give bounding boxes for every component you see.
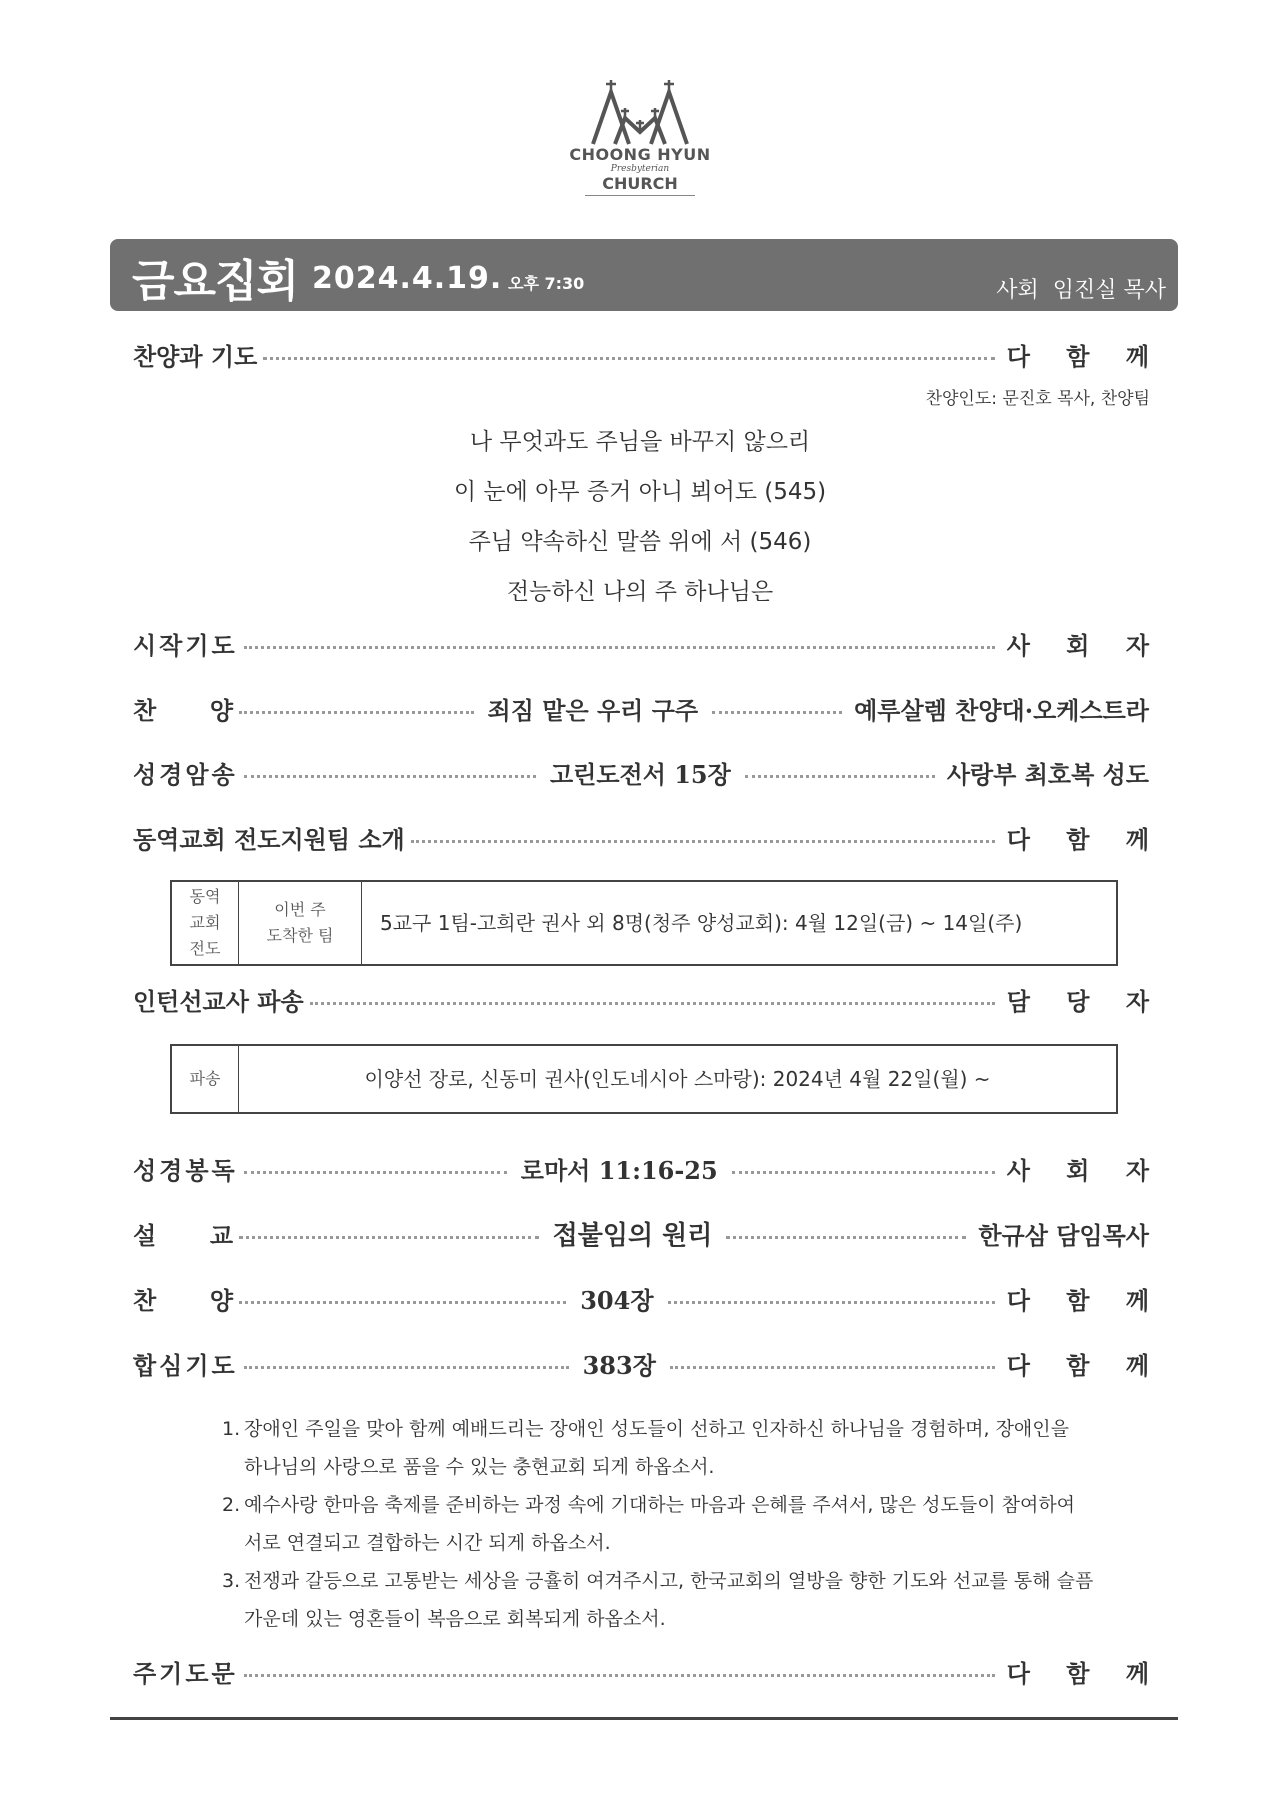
praise-song: 주님 약속하신 말씀 위에 서 (546) — [468, 529, 812, 555]
order-label: 인턴선교사 파송 — [133, 986, 304, 1016]
praise-song: 전능하신 나의 주 하나님은 — [506, 579, 774, 605]
order-right: 다 함 께 — [1006, 1658, 1163, 1688]
order-label: 주기도문 — [133, 1658, 238, 1688]
order-label: 성경봉독 — [133, 1155, 238, 1185]
service-header-banner — [110, 239, 1178, 311]
logo-underline — [585, 195, 695, 196]
dotted-leader — [726, 1236, 966, 1239]
praise-leader-note: 찬양인도: 문진호 목사, 찬양팀 — [925, 389, 1150, 409]
logo-text-middle: Presbyterian — [610, 164, 670, 174]
order-item-intern-missionary — [133, 979, 1163, 1019]
sermon-title: 접붙임의 원리 — [552, 1220, 713, 1251]
church-logo — [555, 78, 725, 206]
order-center: 383장 — [582, 1350, 656, 1380]
order-right: 다 함 께 — [1006, 1350, 1163, 1380]
dotted-leader — [244, 1171, 507, 1174]
order-item-scripture-recitation — [133, 752, 1149, 792]
prayer-topics-list — [222, 1410, 1122, 1638]
dotted-leader — [732, 1171, 995, 1174]
dotted-leader — [244, 1366, 569, 1369]
praise-song: 나 무엇과도 주님을 바꾸지 않으리 — [469, 429, 811, 455]
mission-box-sublabel: 이번 주 도착한 팀 — [239, 882, 362, 964]
order-label: 찬양과 기도 — [133, 341, 258, 371]
order-label: 찬 양 — [133, 1285, 233, 1315]
dotted-leader — [239, 1236, 539, 1239]
order-item-choir-anthem — [133, 688, 1149, 728]
order-right: 담 당 자 — [1006, 986, 1163, 1016]
dotted-leader — [411, 840, 995, 843]
order-right: 다 함 께 — [1006, 1285, 1163, 1315]
order-label: 성경암송 — [133, 759, 238, 789]
mission-box-label: 동역 교회 전도 — [172, 882, 239, 964]
praise-song: 이 눈에 아무 증거 아니 뵈어도 (545) — [453, 479, 827, 505]
service-time: 오후 7:30 — [508, 274, 585, 293]
dotted-leader — [670, 1366, 995, 1369]
order-item-unison-prayer — [133, 1343, 1163, 1383]
order-label: 합심기도 — [133, 1350, 238, 1380]
order-label: 동역교회 전도지원팀 소개 — [133, 824, 405, 854]
bottom-divider — [110, 1717, 1178, 1720]
order-item-opening-prayer — [133, 623, 1163, 663]
order-label: 설 교 — [133, 1220, 233, 1250]
order-center: 고린도전서 15장 — [549, 759, 731, 789]
service-title: 금요집회 — [132, 256, 299, 307]
order-center: 304장 — [580, 1285, 654, 1315]
order-label: 시작기도 — [133, 630, 238, 660]
order-center: 죄짐 맡은 우리 구주 — [487, 695, 699, 725]
order-item-scripture-reading — [133, 1148, 1164, 1188]
send-box-text: 이양선 장로, 신동미 권사(인도네시아 스마랑): 2024년 4월 22일(월) ~ — [364, 1067, 991, 1091]
order-item-sermon — [133, 1213, 1149, 1253]
dotted-leader — [745, 775, 935, 778]
dotted-leader — [244, 1674, 995, 1677]
dotted-leader — [239, 711, 474, 714]
send-box-label: 파송 — [172, 1046, 239, 1112]
order-right: 사 회 자 — [1006, 1155, 1164, 1185]
dotted-leader — [244, 775, 536, 778]
order-item-mission-team-intro — [133, 817, 1163, 857]
order-right: 다 함 께 — [1006, 824, 1163, 854]
dotted-leader — [310, 1002, 995, 1005]
service-date: 2024.4.19. — [312, 261, 503, 296]
dotted-leader — [712, 711, 842, 714]
church-spires-icon — [585, 78, 695, 146]
prayer-topic: 1. 장애인 주일을 맞아 함께 예배드리는 장애인 성도들이 선하고 인자하신 하나님을 경험하며, 장애인을 하나님의 사랑으로 품을 수 있는 충현교회 되게 하옵소서. — [222, 1418, 1069, 1478]
order-label: 찬 양 — [133, 695, 233, 725]
order-right: 다 함 께 — [1006, 341, 1163, 371]
order-item-hymn — [133, 1278, 1163, 1318]
order-item-lords-prayer — [133, 1651, 1163, 1691]
dotted-leader — [668, 1301, 995, 1304]
prayer-topic: 3. 전쟁과 갈등으로 고통받는 세상을 긍휼히 여겨주시고, 한국교회의 열방을 향한 기도와 선교를 통해 슬픔 가운데 있는 영혼들이 복음으로 회복되게 하옵소서. — [222, 1570, 1094, 1630]
order-center: 로마서 11:16-25 — [520, 1155, 718, 1185]
order-right: 사 회 자 — [1006, 630, 1163, 660]
dotted-leader — [239, 1301, 566, 1304]
mission-team-box — [170, 880, 1118, 966]
logo-text-bottom: CHURCH — [602, 174, 678, 193]
prayer-topic: 2. 예수사랑 한마음 축제를 준비하는 과정 속에 기대하는 마음과 은혜를 주셔서, 많은 성도들이 참여하여 서로 연결되고 결합하는 시간 되게 하옵소서. — [222, 1494, 1076, 1554]
logo-text-top: CHOONG HYUN — [569, 145, 711, 164]
order-right: 사랑부 최호복 성도 — [946, 759, 1149, 789]
order-item-praise-prayer — [133, 334, 1163, 374]
service-leader: 사회 임진실 목사 — [996, 278, 1166, 303]
order-right: 한규삼 담임목사 — [978, 1220, 1149, 1250]
mission-box-text: 5교구 1팀-고희란 권사 외 8명(청주 양성교회): 4월 12일(금) ~ 14일(주) — [380, 911, 1023, 935]
dotted-leader — [263, 357, 994, 360]
dotted-leader — [244, 646, 995, 649]
send-off-box — [170, 1044, 1118, 1114]
order-right: 예루살렘 찬양대·오케스트라 — [854, 695, 1149, 725]
